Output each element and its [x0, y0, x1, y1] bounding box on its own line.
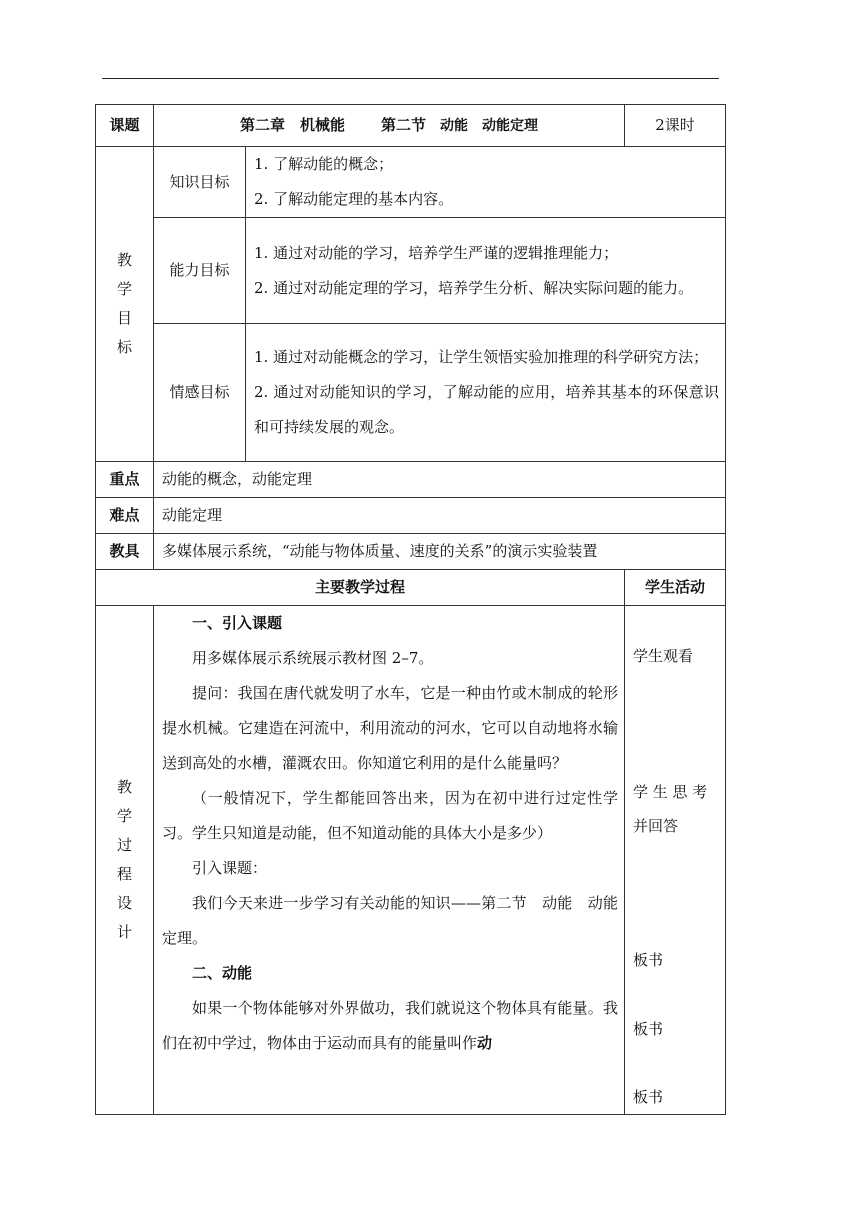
- emotion-content: [246, 324, 726, 462]
- process-paragraph-text: 如果一个物体能够对外界做功，我们就说这个物体具有能量。我们在初中学过，物体由于运动而具有的能量叫作: [162, 999, 618, 1052]
- process-paragraph: 提问：我国在唐代就发明了水车，它是一种由竹或木制成的轮形提水机械。它建造在河流中，利用流动的河水，它可以自动地将水输送到高处的水槽，灌溉农田。你知道它利用的是什么能量吗？: [162, 684, 618, 772]
- process-row: [96, 606, 726, 1115]
- process-paragraph: [162, 991, 618, 1061]
- process-header-row: [96, 570, 726, 606]
- ability-item: 1. 通过对动能的学习，培养学生严谨的逻辑推理能力；: [254, 243, 619, 262]
- process-label-char: 过: [116, 836, 132, 854]
- process-label-char: 程: [116, 865, 132, 883]
- objectives-label-char: 学: [116, 280, 132, 298]
- header-rule: [102, 78, 719, 79]
- chapter-title: 第二章 机械能: [239, 115, 345, 134]
- student-activity-header: 学生活动: [625, 570, 726, 606]
- emotion-item: 1. 通过对动能概念的学习，让学生领悟实验加推理的科学研究方法；: [254, 348, 709, 366]
- activity-board-3: 板书: [633, 1088, 664, 1106]
- objective-ability-row: [96, 218, 726, 324]
- section-part1: 动能: [440, 117, 469, 134]
- key-points-value: 动能的概念，动能定理: [154, 462, 726, 498]
- difficulty-row: [96, 498, 726, 534]
- knowledge-item: 2. 了解动能定理的基本内容。: [254, 190, 454, 208]
- activity-observe: 学生观看: [633, 647, 694, 665]
- course-label: 课题: [96, 105, 154, 147]
- activity-answer: 并回答: [633, 817, 679, 835]
- process-paragraph: 用多媒体展示系统展示教材图 2–7。: [192, 649, 434, 667]
- process-label-char: 教: [116, 778, 132, 796]
- ability-item: 2. 通过对动能定理的学习，培养学生分析、解决实际问题的能力。: [254, 278, 694, 297]
- emotion-item: 2. 通过对动能知识的学习，了解动能的应用，培养其基本的环保意识和可持续发展的观念。: [254, 383, 719, 436]
- objectives-label-char: 教: [116, 251, 132, 269]
- process-label-char: 计: [116, 923, 132, 941]
- section-heading-intro: 一、引入课题: [192, 614, 283, 632]
- process-content: [154, 606, 625, 1115]
- section-part2: 动能定理: [482, 117, 539, 134]
- equipment-row: [96, 534, 726, 570]
- activity-board-2: 板书: [633, 1020, 664, 1038]
- section-title: 第二节: [381, 115, 427, 134]
- knowledge-item: 1. 了解动能的概念；: [254, 155, 394, 173]
- knowledge-label: 知识目标: [154, 147, 246, 218]
- process-paragraph: 我们今天来进一步学习有关动能的知识——第二节 动能 动能定理。: [162, 894, 618, 947]
- objective-knowledge-row: [96, 147, 726, 218]
- main-process-header: 主要教学过程: [96, 570, 625, 606]
- objective-emotion-row: [96, 324, 726, 462]
- course-row: [96, 105, 726, 147]
- lesson-plan-table: [95, 104, 726, 1115]
- section-heading-kinetic: 二、动能: [192, 964, 253, 982]
- difficulty-label: 难点: [96, 498, 154, 534]
- class-hours: 2课时: [625, 105, 726, 147]
- objectives-label-char: 目: [116, 309, 132, 327]
- process-paragraph: 引入课题：: [192, 859, 268, 877]
- equipment-label: 教具: [96, 534, 154, 570]
- activity-think: 学 生 思 考: [633, 783, 708, 801]
- process-label-char: 设: [116, 894, 132, 912]
- ability-label: 能力目标: [154, 218, 246, 324]
- course-title: [154, 105, 625, 147]
- objectives-label-char: 标: [116, 338, 132, 356]
- key-points-row: [96, 462, 726, 498]
- process-paragraph: （一般情况下，学生都能回答出来，因为在初中进行过定性学习。学生只知道是动能，但不知道动能的具体大小是多少）: [162, 789, 618, 842]
- process-label-char: 学: [116, 807, 132, 825]
- process-paragraph-bold: 动: [477, 1034, 493, 1052]
- difficulty-value: 动能定理: [154, 498, 726, 534]
- emotion-label: 情感目标: [154, 324, 246, 462]
- process-label: [96, 606, 154, 1115]
- activity-board-1: 板书: [633, 951, 664, 969]
- key-points-label: 重点: [96, 462, 154, 498]
- equipment-value: 多媒体展示系统，“动能与物体质量、速度的关系”的演示实验装置: [154, 534, 726, 570]
- ability-content: [246, 218, 726, 324]
- objectives-label: [96, 147, 154, 462]
- student-activity-cell: [625, 606, 726, 1115]
- knowledge-content: [246, 147, 726, 218]
